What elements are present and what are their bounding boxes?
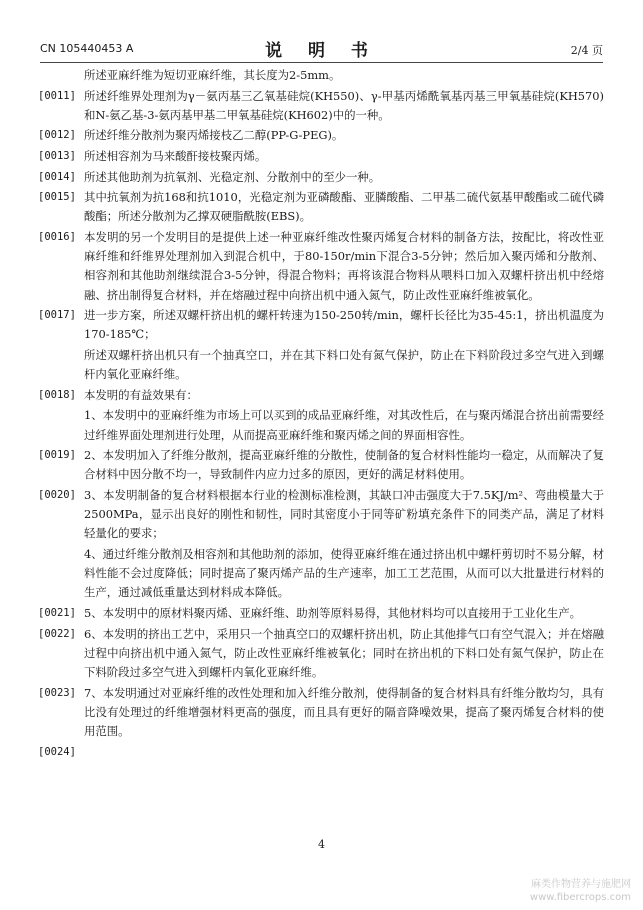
paragraph-number: [0022] — [38, 627, 76, 640]
paragraph-text: 所述其他助剂为抗氧剂、光稳定剂、分散剂中的至少一种。 — [84, 169, 381, 184]
paragraph-text: 所述纤维界处理剂为γ－氨丙基三乙氧基硅烷(KH550)、γ-甲基丙烯酰氧基丙基三甲氧基硅烷(KH570)和N-氨乙基-3-氨丙基甲基二甲氧基硅烷(KH602)中的一种。 — [84, 88, 604, 122]
paragraph — [38, 684, 604, 742]
paragraph-text: 其中抗氧剂为抗168和抗1010，光稳定剂为亚磷酸酯、亚膦酸酯、二甲基二硫代氨基甲酸酯或二硫代磷酸酯；所述分散剂为乙撑双硬脂酰胺(EBS)。 — [84, 190, 604, 224]
paragraph-text: 所述相容剂为马来酸酐接枝聚丙烯。 — [84, 148, 267, 163]
paragraph-number: [0019] — [38, 449, 76, 462]
paragraph-text: 2、本发明加入了纤维分散剂，提高亚麻纤维的分散性，使制备的复合材料性能均一稳定，从而解决了复合材料中因分散不均一，导致制件内应力过多的原因，更好的满足材料使用。 — [84, 448, 604, 482]
watermark — [530, 878, 631, 904]
paragraph — [38, 188, 604, 226]
paragraph-number: [0012] — [38, 129, 76, 142]
paragraph-text: 进一步方案，所述双螺杆挤出机的螺杆转速为150-250转/min，螺杆长径比为35-45:1，挤出机温度为170-185℃； — [84, 308, 604, 342]
paragraph — [38, 306, 604, 344]
header-rule — [40, 62, 603, 63]
paragraph — [38, 66, 604, 85]
paragraph — [38, 604, 604, 623]
paragraph-text: 7、本发明通过对亚麻纤维的改性处理和加入纤维分散剂，使得制备的复合材料具有纤维分散均匀，具有比没有处理过的纤维增强材料更高的强度，而且具有更好的隔音降噪效果，提高了聚丙烯复合材料的使用范围。 — [84, 685, 604, 738]
paragraph-number: [0018] — [38, 388, 76, 401]
paragraph — [38, 147, 604, 166]
paragraph-number: [0021] — [38, 606, 76, 619]
doc-number: CN 105440453 A — [40, 42, 134, 55]
paragraph-text: 所述双螺杆挤出机只有一个抽真空口，并在其下料口处有氮气保护，防止在下料阶段过多空气进入到螺杆内氧化亚麻纤维。 — [84, 347, 604, 382]
paragraph — [38, 406, 604, 444]
page-number: 4 — [318, 838, 325, 851]
paragraph-text: 6、本发明的挤出工艺中，采用只一个抽真空口的双螺杆挤出机，防止其他排气口有空气混入；并在熔融过程中向挤出机中通入氮气，防止改性亚麻纤维被氧化；同时在挤出机的下料口处有氮气保护，防止在下料阶段过多空气进入到螺杆内氧化亚麻纤维。 — [84, 626, 604, 679]
paragraph-text: 本发明的另一个发明目的是提供上述一种亚麻纤维改性聚丙烯复合材料的制备方法，按配比，将改性亚麻纤维和纤维界处理剂加入到混合机中，于80-150r/min下混合3-5分钟；然后加入聚丙烯和分散剂、相容剂和其他助剂继续混合3-5分钟，得混合物料；再将该混合物料从喂料口加入双螺杆挤出机中经熔融、挤出制得复合材料，并在熔融过程中向挤出机中通入氮气，防止改性亚麻纤维被氧化。 — [84, 229, 604, 302]
paragraph-number: [0024] — [38, 745, 76, 758]
page-header — [40, 36, 603, 62]
paragraph-number: [0011] — [38, 89, 76, 102]
paragraph — [38, 346, 604, 384]
paragraph — [38, 545, 604, 603]
page-title: 说 明 书 — [265, 41, 378, 61]
paragraph-number: [0014] — [38, 170, 76, 183]
paragraph-number: [0017] — [38, 309, 76, 322]
paragraph-text: 1、本发明中的亚麻纤维为市场上可以买到的成品亚麻纤维，对其改性后，在与聚丙烯混合挤出前需要经过纤维界面处理剂进行处理，从而提高亚麻纤维和聚丙烯之间的界面相容性。 — [84, 408, 604, 442]
paragraph-number: [0013] — [38, 149, 76, 162]
paragraph-number: [0023] — [38, 686, 76, 699]
paragraph — [38, 446, 604, 484]
paragraph-number: [0020] — [38, 488, 76, 501]
paragraph-number: [0016] — [38, 230, 76, 243]
paragraph — [38, 126, 604, 145]
paragraph — [38, 87, 604, 125]
paragraph — [38, 228, 604, 305]
paragraph — [38, 486, 604, 544]
paragraph — [38, 625, 604, 683]
paragraph-text: 5、本发明中的原材料聚丙烯、亚麻纤维、助剂等原料易得，其他材料均可以直接用于工业化生产。 — [84, 605, 582, 620]
paragraph-text: 4、通过纤维分散剂及相容剂和其他助剂的添加，使得亚麻纤维在通过挤出机中螺杆剪切时不易分解，材料性能不会过度降低；同时提高了聚丙烯产品的生产速率，加工工艺范围，从而可以大批量进行材料的生产，通过减低重量达到材料成本降低。 — [84, 546, 604, 600]
watermark-line2: www.fibercrops.com — [529, 892, 631, 903]
paragraph-number: [0015] — [38, 191, 76, 204]
paragraph-text: 3、本发明制备的复合材料根据本行业的检测标准检测，其缺口冲击强度大于7.5KJ/m²、弯曲模量大于2500MPa，显示出良好的刚性和韧性，同时其密度小于同等矿粉填充条件下的同类产品，满足了材料轻量化的要求； — [84, 487, 604, 541]
paragraph-text: 所述纤维分散剂为聚丙烯接枝乙二醇(PP-G-PEG)。 — [84, 128, 344, 143]
watermark-line1: 麻类作物营养与施肥网 — [531, 879, 631, 890]
document-body — [38, 66, 604, 758]
paragraph — [38, 168, 604, 187]
paragraph — [38, 386, 604, 405]
page-indicator: 2/4 页 — [570, 44, 603, 57]
paragraph-text: 所述亚麻纤维为短切亚麻纤维，其长度为2-5mm。 — [84, 68, 341, 82]
paragraph-text: 本发明的有益效果有： — [84, 387, 198, 402]
